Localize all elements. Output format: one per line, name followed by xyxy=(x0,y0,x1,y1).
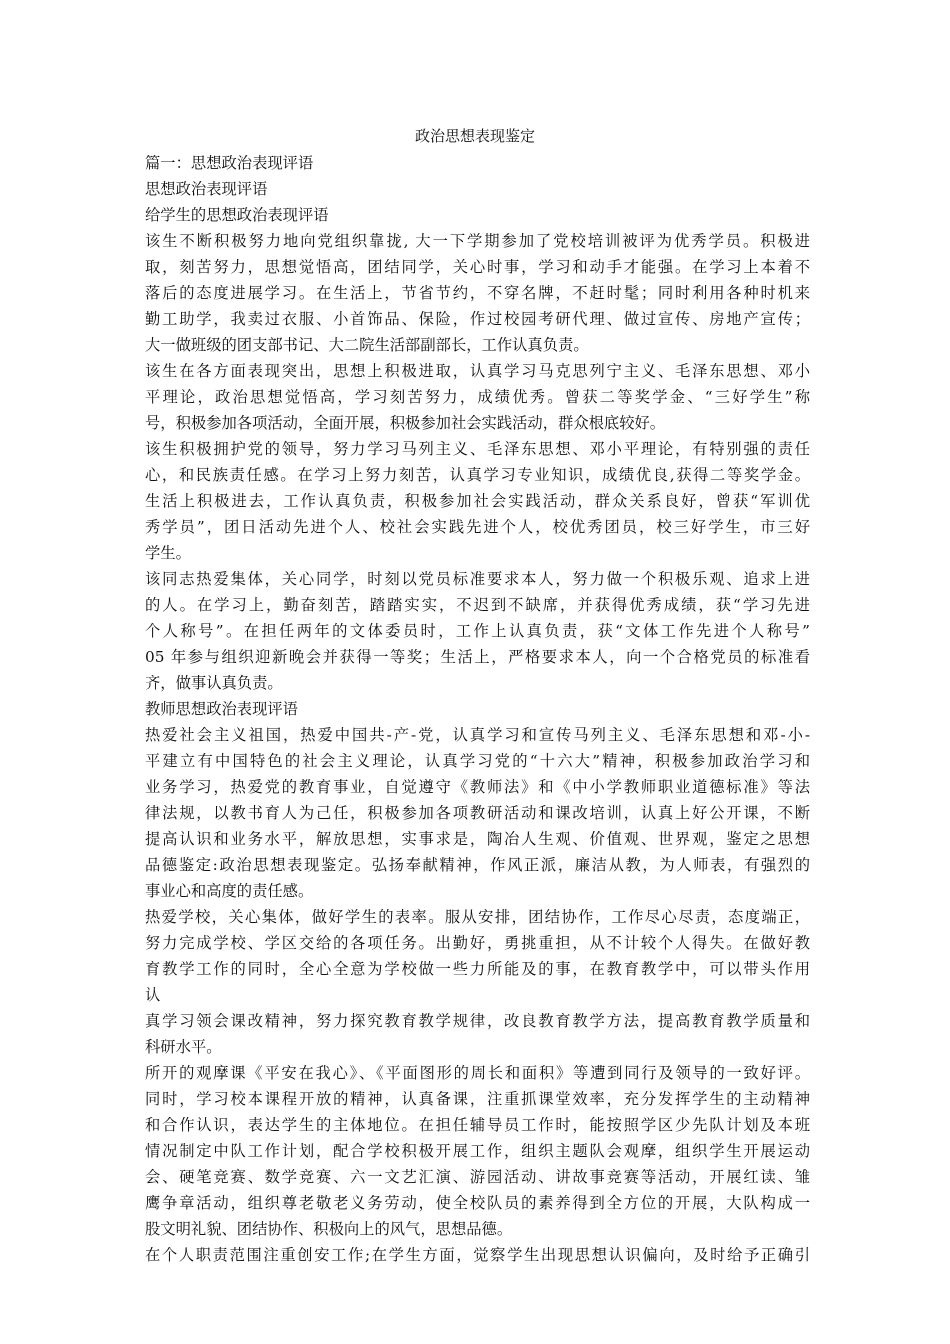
text-line: 业务学习，热爱党的教育事业，自觉遵守《教师法》和《中小学教师职业道德标准》等法 xyxy=(145,778,810,796)
text-line: 所开的观摩课《平安在我心》、《平面图形的周长和面积》等遭到同行及领导的一致好评。 xyxy=(145,1064,810,1082)
text-line: 该生积极拥护党的领导，努力学习马列主义、毛泽东思想、邓小平理论，有特别强的责任 xyxy=(145,440,810,458)
text-line: 取，刻苦努力，思想觉悟高，团结同学，关心时事，学习和动手才能强。在学习上本着不 xyxy=(145,258,810,276)
text-line: 该生在各方面表现突出，思想上积极进取，认真学习马克思列宁主义、毛泽东思想、邓小 xyxy=(145,362,810,380)
text-line: 05 年参与组织迎新晚会并获得一等奖；生活上，严格要求本人，向一个合格党员的标准看 xyxy=(145,648,810,666)
text-line: 秀学员”，团日活动先进个人、校社会实践先进个人，校优秀团员，校三好学生，市三好 xyxy=(145,518,810,536)
text-line: 鹰争章活动，组织尊老敬老义务劳动，使全校队员的素养得到全方位的开展，大队构成一 xyxy=(145,1194,810,1212)
text-line: 和合作认识，表达学生的主体地位。在担任辅导员工作时，能按照学区少先队计划及本班 xyxy=(145,1116,810,1134)
text-line: 努力完成学校、学区交给的各项任务。出勤好，勇挑重担，从不计较个人得失。在做好教 xyxy=(145,934,810,952)
text-line: 学生。 xyxy=(145,544,191,562)
text-line: 的人。在学习上，勤奋刻苦，踏踏实实，不迟到不缺席，并获得优秀成绩，获“学习先进 xyxy=(145,596,810,614)
text-line: 会、硬笔竞赛、数学竞赛、六一文艺汇演、游园活动、讲故事竞赛等活动，开展红读、雏 xyxy=(145,1168,810,1186)
section-heading: 给学生的思想政治表现评语 xyxy=(145,206,329,224)
text-line: 心，和民族责任感。在学习上努力刻苦，认真学习专业知识，成绩优良,获得二等奖学金。 xyxy=(145,466,810,484)
text-line: 品德鉴定:政治思想表现鉴定。弘扬奉献精神，作风正派，廉洁从教，为人师表，有强烈的 xyxy=(145,856,810,874)
section-heading: 思想政治表现评语 xyxy=(145,180,268,198)
text-line: 平理论，政治思想觉悟高，学习刻苦努力，成绩优秀。曾获二等奖学金、“三好学生”称 xyxy=(145,388,810,406)
text-line: 号，积极参加各项活动，全面开展，积极参加社会实践活动，群众根底较好。 xyxy=(145,414,666,432)
document-title: 政治思想表现鉴定 xyxy=(414,127,535,145)
text-line: 认 xyxy=(145,986,161,1004)
text-line: 个人称号”。在担任两年的文体委员时，工作上认真负责，获“文体工作先进个人称号” xyxy=(145,622,810,640)
text-line: 该生不断积极努力地向党组织靠拢, 大一下学期参加了党校培训被评为优秀学员。积极进 xyxy=(145,232,810,250)
text-line: 齐，做事认真负责。 xyxy=(145,674,283,692)
text-line: 热爱社会主义祖国，热爱中国共-产-党，认真学习和宣传马列主义、毛泽东思想和邓-小- xyxy=(145,726,810,744)
text-line: 生活上积极进去，工作认真负责，积极参加社会实践活动，群众关系良好，曾获“军训优 xyxy=(145,492,810,510)
text-line: 落后的态度进展学习。在生活上，节省节约，不穿名牌，不赶时髦；同时利用各种时机来 xyxy=(145,284,810,302)
text-line: 平建立有中国特色的社会主义理论，认真学习党的“十六大”精神，积极参加政治学习和 xyxy=(145,752,810,770)
text-line: 股文明礼貌、团结协作、积极向上的风气，思想品德。 xyxy=(145,1220,513,1238)
text-line: 该同志热爱集体，关心同学，时刻以党员标准要求本人，努力做一个积极乐观、追求上进 xyxy=(145,570,810,588)
text-line: 大一做班级的团支部书记、大二院生活部副部长，工作认真负责。 xyxy=(145,336,589,354)
text-line: 事业心和高度的责任感。 xyxy=(145,882,314,900)
section-heading: 教师思想政治表现评语 xyxy=(145,700,298,718)
text-line: 科研水平。 xyxy=(145,1038,222,1056)
text-line: 在个人职责范围注重创安工作;在学生方面，觉察学生出现思想认识偏向，及时给予正确引 xyxy=(145,1246,810,1264)
text-line: 育教学工作的同时，全心全意为学校做一些力所能及的事，在教育教学中，可以带头作用 xyxy=(145,960,810,978)
text-line: 同时，学习校本课程开放的精神，认真备课，注重抓课堂效率，充分发挥学生的主动精神 xyxy=(145,1090,810,1108)
section-heading: 篇一：思想政治表现评语 xyxy=(145,154,314,172)
text-line: 情况制定中队工作计划，配合学校积极开展工作，组织主题队会观摩，组织学生开展运动 xyxy=(145,1142,810,1160)
text-line: 真学习领会课改精神，努力探究教育教学规律，改良教育教学方法，提高教育教学质量和 xyxy=(145,1012,810,1030)
document-body xyxy=(145,150,810,1268)
text-line: 提高认识和业务水平，解放思想，实事求是，陶冶人生观、价值观、世界观，鉴定之思想 xyxy=(145,830,810,848)
text-line: 律法规，以教书育人为己任，积极参加各项教研活动和课改培训，认真上好公开课，不断 xyxy=(145,804,810,822)
text-line: 热爱学校，关心集体，做好学生的表率。服从安排，团结协作，工作尽心尽责，态度端正， xyxy=(145,908,810,926)
text-line: 勤工助学，我卖过衣服、小首饰品、保险，作过校园考研代理、做过宣传、房地产宣传； xyxy=(145,310,810,328)
